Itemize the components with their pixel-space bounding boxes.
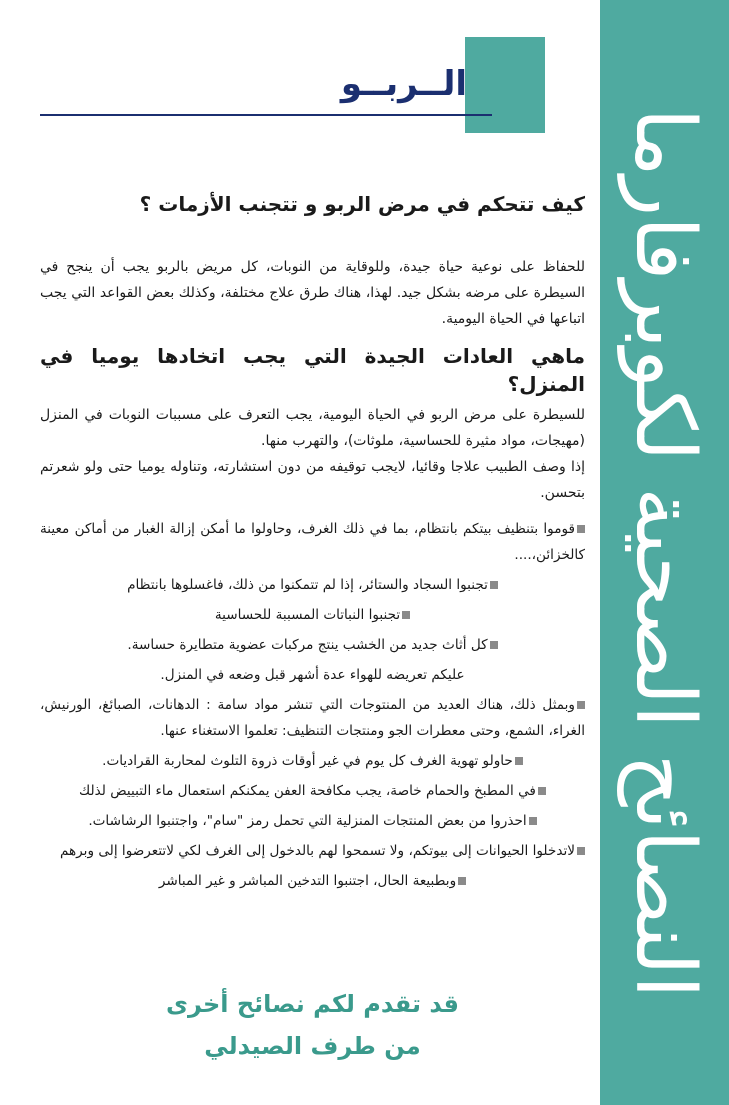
bullet-note: عليكم تعريضه للهواء عدة أشهر قبل وضعه في المنزل. [160, 667, 465, 683]
section2-paragraph-1: للسيطرة على مرض الربو في الحياة اليومية، يجب التعرف على مسببات النوبات في المنزل (مهيجات، مواد مثيرة للحساسية، ملوثات)، والتهرب منها. [40, 407, 585, 449]
sidebar-title [600, 0, 729, 1105]
square-bullet-icon [515, 757, 523, 765]
list-item: تجنبوا النباتات المسببة للحساسية [40, 602, 585, 628]
list-item: في المطبخ والحمام خاصة، يجب مكافحة العفن يمكنكم استعمال ماء التبييض لذلك [40, 778, 585, 804]
title-accent-box [465, 37, 545, 133]
list-item: كل أثاث جديد من الخشب ينتج مركبات عضوية متطايرة حساسة. [40, 632, 585, 658]
section1-paragraph: للحفاظ على نوعية حياة جيدة، وللوقاية من النوبات، كل مريض بالربو يجب أن ينجح في السيطرة على مرضه بشكل جيد. لهذا، هناك طرق علاج مختلفة، وكذلك بعض القواعد التي يجب اتباعها في الحياة اليومية. [40, 259, 585, 327]
list-item: وبمثل ذلك، هناك العديد من المنتوجات التي تنشر مواد سامة : الدهانات، الصبائغ، الورنيش، الغراء، الشمع، وحتى معطرات الجو ومنتجات التنظيف: تعلموا الاستغناء عنها. [40, 697, 585, 739]
footer-note [40, 983, 585, 1067]
square-bullet-icon [538, 787, 546, 795]
footer-line-2: من طرف الصيدلي [204, 1032, 421, 1060]
page-title: الــربــو [340, 64, 467, 104]
section2-heading: ماهي العادات الجيدة التي يجب اتخادها يوميا في المنزل؟ [40, 344, 585, 396]
bullet-list-2 [40, 692, 585, 894]
square-bullet-icon [577, 701, 585, 709]
list-item: احذروا من بعض المنتجات المنزلية التي تحمل رمز "سام"، واجتنبوا الرشاشات. [40, 808, 585, 834]
footer-line-1: قد تقدم لكم نصائح أخرى [166, 990, 459, 1018]
square-bullet-icon [490, 641, 498, 649]
main-content [40, 190, 585, 898]
square-bullet-icon [490, 581, 498, 589]
square-bullet-icon [577, 847, 585, 855]
square-bullet-icon [529, 817, 537, 825]
list-item: تجنبوا السجاد والستائر، إذا لم تتمكنوا من ذلك، فاغسلوها بانتظام [40, 572, 585, 598]
square-bullet-icon [458, 877, 466, 885]
section1-heading: كيف تتحكم في مرض الربو و تتجنب الأزمات ؟ [139, 192, 585, 216]
bullet-list-1 [40, 516, 585, 688]
sidebar-title-text: النصائح الصحية لكوبرفارما [617, 107, 713, 998]
square-bullet-icon [577, 525, 585, 533]
list-item: لاتدخلوا الحيوانات إلى بيوتكم، ولا تسمحوا لهم بالدخول إلى الغرف لكي لاتتعرضوا إلى وبرهم [40, 838, 585, 864]
list-item: قوموا بتنظيف بيتكم بانتظام، بما في ذلك الغرف، وحاولوا ما أمكن إزالة الغبار من أماكن معينة كالخزائن،.... [40, 521, 585, 563]
section2-paragraph-2: إذا وصف الطبيب علاجا وقائيا، لايجب توقيفه من دون استشارته، وتناوله يوميا حتى ولو شعرتم بتحسن. [40, 459, 585, 501]
square-bullet-icon [402, 611, 410, 619]
title-underline [40, 114, 492, 116]
list-item: حاولو تهوية الغرف كل يوم في غير أوقات ذروة التلوث لمحاربة القراديات. [40, 748, 585, 774]
list-item: وبطبيعة الحال، اجتنبوا التدخين المباشر و غير المباشر [40, 868, 585, 894]
